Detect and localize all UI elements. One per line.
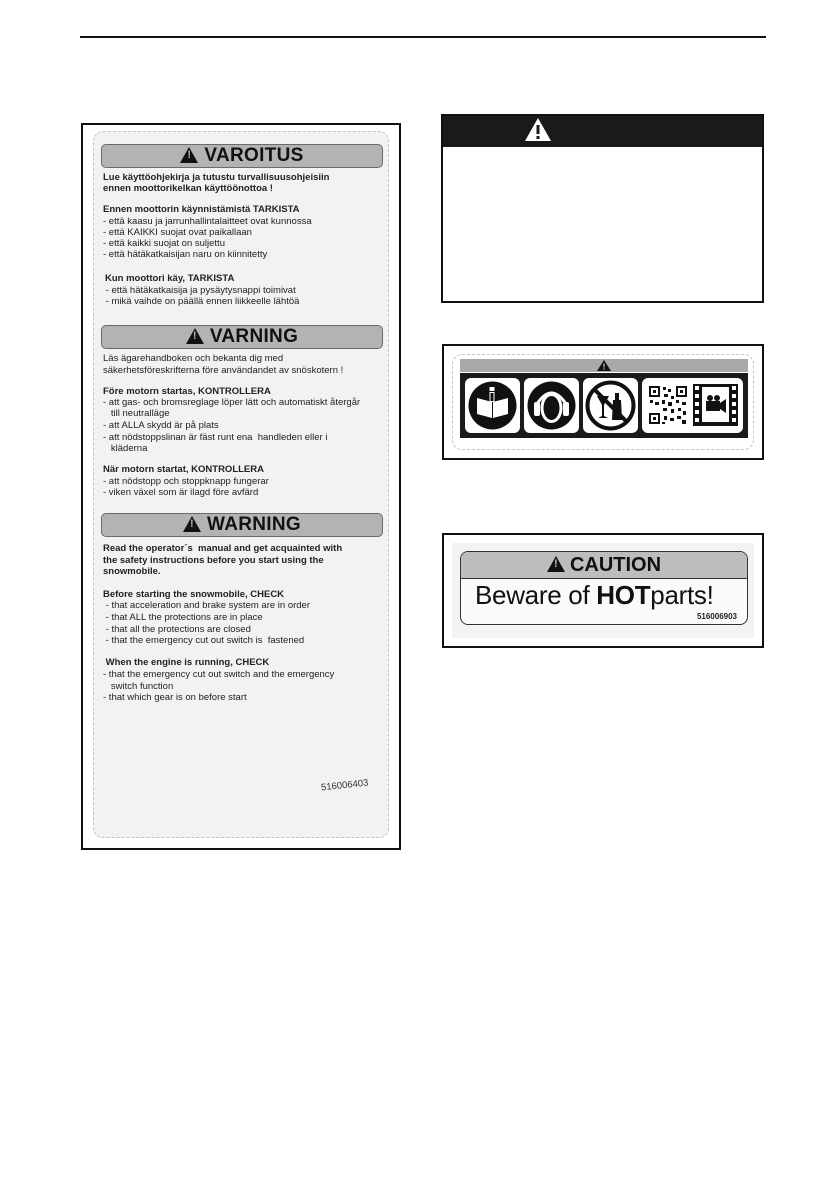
varning-check1-title: Före motorn startas, KONTROLLERA [103, 386, 271, 397]
warning-label: WARNING [207, 514, 301, 535]
read-manual-icon [465, 378, 520, 433]
pictogram-header [460, 359, 748, 372]
caution-label [460, 551, 748, 625]
varning-item: kläderna [103, 443, 148, 454]
caution-message-prefix: Beware of [475, 580, 597, 610]
varning-intro-2: säkerhetsföreskrifterna före användandet av snöskotern ! [103, 365, 344, 376]
warning-box [441, 114, 764, 303]
varoitus-item: - että KAIKKI suojat ovat paikallaan [103, 227, 252, 238]
warning-check2-title: When the engine is running, CHECK [103, 657, 270, 668]
varning-label: VARNING [209, 326, 299, 347]
varning-header [101, 325, 383, 349]
warning-header [101, 513, 383, 537]
varoitus-item: - että hätäkatkaisijan naru on kiinnitetty [103, 249, 268, 260]
decal-part-number: 516006403 [320, 777, 370, 794]
varning-intro-1: Läs ägarehandboken och bekanta dig med [103, 353, 284, 364]
warning-triangle-icon [597, 360, 611, 371]
warning-triangle-icon [547, 556, 565, 572]
warning-triangle-icon [186, 328, 204, 344]
caution-message [475, 580, 714, 611]
warning-check1-title: Before starting the snowmobile, CHECK [103, 589, 285, 600]
varning-item: - viken växel som är ilagd före avfärd [103, 487, 259, 498]
varoitus-item: - että hätäkatkaisija ja pysäytysnappi toimivat [103, 285, 296, 296]
top-rule [80, 36, 766, 38]
caution-message-bold: HOT [596, 580, 651, 610]
varoitus-item: - mikä vaihde on päällä ennen liikkeelle lähtöä [103, 296, 300, 307]
safety-decal-trilingual [81, 123, 401, 850]
varoitus-item: - että kaikki suojat on suljettu [103, 238, 225, 249]
varoitus-intro-2: ennen moottorikelkan käyttöönottoa ! [103, 183, 273, 194]
warning-item: - that which gear is on before start [103, 692, 247, 703]
varoitus-intro-1: Lue käyttöohjekirja ja tutustu turvallisuusohjeisiin [103, 172, 330, 183]
varoitus-header [101, 144, 383, 168]
warning-item: - that ALL the protections are in place [103, 612, 263, 623]
video-camera-icon [693, 384, 738, 426]
warning-intro-3: snowmobile. [103, 566, 161, 577]
warning-item: - that the emergency cut out switch and the emergency [103, 669, 335, 680]
pictogram-decal [442, 344, 764, 460]
caution-header [461, 552, 747, 579]
warning-intro-1: Read the operator´s manual and get acquainted with [103, 543, 343, 554]
caution-part-number: 516006903 [696, 612, 737, 621]
qr-code-icon [642, 378, 743, 433]
varning-item: - att ALLA skydd är på plats [103, 420, 219, 431]
varning-item: - att gas- och bromsreglage löper lätt och automatiskt återgår [103, 397, 361, 408]
varoitus-check1-title: Ennen moottorin käynnistämistä TARKISTA [103, 204, 300, 215]
varning-check2-title: När motorn startat, KONTROLLERA [103, 464, 264, 475]
hearing-protection-icon [524, 378, 579, 433]
warning-item: - that the emergency cut out switch is fastened [103, 635, 305, 646]
warning-box-header [443, 116, 762, 147]
varoitus-item: - että kaasu ja jarrunhallintalaitteet ovat kunnossa [103, 216, 312, 227]
pictogram-panel [460, 373, 748, 438]
no-alcohol-icon [583, 378, 638, 433]
caution-decal [442, 533, 764, 648]
warning-intro-2: the safety instructions before you start using the [103, 555, 324, 566]
warning-triangle-icon [183, 516, 201, 532]
warning-item: switch function [103, 681, 174, 692]
warning-triangle-icon [180, 147, 198, 163]
caution-message-suffix: parts! [650, 580, 714, 610]
qr-video-panel [642, 378, 743, 433]
varning-item: - att nödstoppslinan är fäst runt ena handleden eller i [103, 432, 328, 443]
warning-item: - that all the protections are closed [103, 624, 251, 635]
warning-triangle-icon [523, 116, 553, 143]
varoitus-label: VAROITUS [204, 145, 304, 166]
varoitus-check2-title: Kun moottori käy, TARKISTA [105, 273, 235, 284]
varning-item: till neutralläge [103, 408, 170, 419]
warning-item: - that acceleration and brake system are in order [103, 600, 310, 611]
varning-item: - att nödstopp och stoppknapp fungerar [103, 476, 269, 487]
caution-title: CAUTION [569, 553, 662, 576]
